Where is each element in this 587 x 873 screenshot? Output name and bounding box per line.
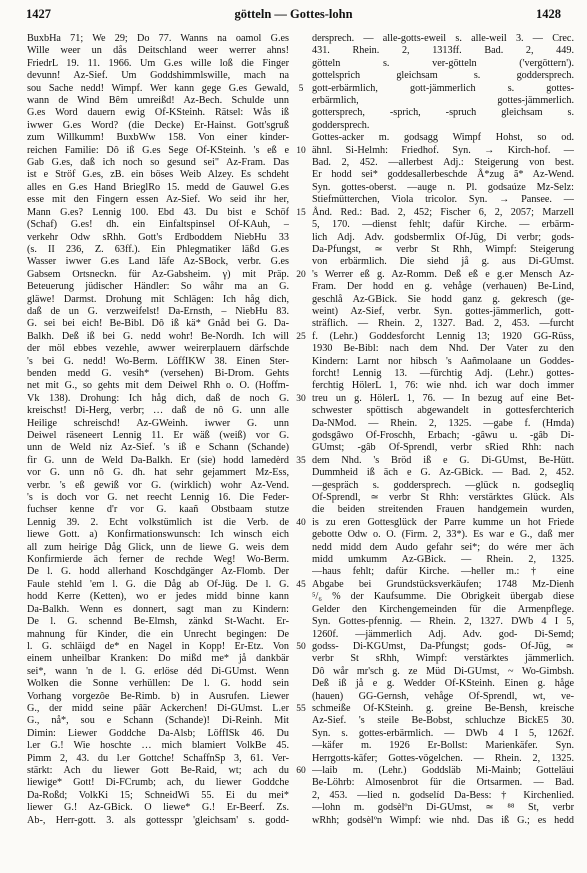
text-line: erbärmlich, gottes-jämmerlich.: [312, 95, 574, 107]
text-line: Balkh. Deß iß bei G. nedd wohr! Be-Nordh. Ich will: [27, 330, 289, 342]
text-line: unn de Weld niz Az-Sief. 's iß e Schann (Schande): [27, 442, 289, 454]
text-line: Herrgotts-käfer; Gottes-vögelchen. — Rhein. 2, 1325.: [312, 752, 574, 764]
text-line: ähnl. Si-Helmh: Friedhof. Syn. → Kirch-hof. —: [312, 144, 574, 156]
line-number: 55: [296, 703, 306, 714]
text-line: Gabsem Ortsneckn. für Az-Gabsheim. γ) mit Präp.: [27, 268, 289, 280]
text-line: Of-Sprendl, ≃ verbr St Rhh: verstärktes Glück. Als: [312, 492, 574, 504]
text-line: lich Adj. Adv. godsbermlix Of-Jüg, Di verbr; gods-: [312, 231, 574, 243]
text-line: iwwer G.es Word? (die Decke) Er-Hainst. Gott'sgruß: [27, 119, 289, 131]
text-line: reichen Familie: Dô iß G.es Sege Of-KSteinh. 's eß e: [27, 144, 289, 156]
text-line: forcht! Lennig 13. —fürchtig Adj. (Lehr.) gottes-: [312, 367, 574, 379]
text-line: benden medd G. vesih* (versehen) Bi-Drom. Gehts: [27, 367, 289, 379]
text-line: sei*, wann 'n de l. G. erlöse déd Di-GUmst. Wenn: [27, 665, 289, 677]
text-line: (s. II 236, Z. 63ff.). Ein Phlegmatiker läßd G.es: [27, 243, 289, 255]
text-line: gott-erbärmlich, gott-jämmerlich s. gottes-: [312, 82, 574, 94]
text-line: fuchser kenne d'r vor G. kaañ Obstbaam stutze: [27, 504, 289, 516]
line-number: 50: [296, 641, 306, 652]
text-line: —käfer m. 1926 Er-Bollst: Marienkäfer. Syn.: [312, 740, 574, 752]
text-line: Da-Pfungst, ≃ verbr St Rhh, Wimpf: Steigerung: [312, 243, 574, 255]
text-line: —laib m. (Lehr.) Goddsläb Mi-Mainb; Gotteläui: [312, 764, 574, 776]
text-line: Bad. 2, 452. —allerbest Adj.: Steigerung von best.: [312, 157, 574, 169]
text-line: (Schaf) G.es! dh. ein Einfaltspinsel Of-KAuh, –: [27, 219, 289, 231]
line-number-gutter: [290, 33, 312, 865]
text-line: hodd Kerre (Ketten), wo er jedes midd binne kann: [27, 591, 289, 603]
line-number: 20: [296, 269, 306, 280]
text-line: —lohn m. godsèlºn Di-GUmst, ≃ ⁸⁸ St, verbr: [312, 802, 574, 814]
text-line: ⁵/₆ % der Kaufsumme. Die Obrigkeit übergab diese: [312, 591, 574, 603]
text-line: stärkt: Ach du liewer Gott Be-Raid, wt; ach du: [27, 764, 289, 776]
text-line: Dummheid iß äch e G. Az-GBick. — Bad. 2, 452.: [312, 467, 574, 479]
text-line: alles en G.es Hand BrieglRo 15. medd de Gauwel G.es: [27, 181, 289, 193]
text-line: G.es Word dauern ewig Of-KSteinh. Rätsel: Wås iß: [27, 107, 289, 119]
text-line: Lennig 39. 2. Echt volkstümlich ist die Verb. de: [27, 516, 289, 528]
text-line: Pimm 2, 43. du l.er Gottche! SchaffnSp 3, 61. Ver-: [27, 752, 289, 764]
text-line: Wolken die Sonne verhüllen: De l. G. hodd sein: [27, 678, 289, 690]
text-line: —gespräch s. goddersprech. —glück n. godsegliq: [312, 479, 574, 491]
text-line: Konfirmierde äch ferner de rechde Weg! Wo-Berm.: [27, 554, 289, 566]
text-line: Da-Roßd; VolkKi 15; SchneidWi 55. Ei du mei*: [27, 789, 289, 801]
text-line: der möl ebbes vezehle, awwer weirerplauern därfschde: [27, 343, 289, 355]
text-line: 5, 170. —dienst fehlt; dafür Kirche. — erbärm-: [312, 219, 574, 231]
text-line: Ånd. Red.: Bad. 2, 452; Fischer 6, 2, 2057; Marzell: [312, 206, 574, 218]
text-line: gottelsprich gleichsam s. goddersprech.: [312, 70, 574, 82]
text-line: Dimin: Liewer Goddche Da-Alsb; LöffISk 46. Du: [27, 727, 289, 739]
line-number: 10: [296, 145, 306, 156]
text-line: l.er G.! Wie hoschte … mich blamiert VolkBe 45.: [27, 740, 289, 752]
line-number: 15: [296, 207, 306, 218]
text-line: Az-Sief. 's steile Be-Bobst, schluchze BickE5 30.: [312, 715, 574, 727]
text-line: f. (Lehr.) Goddesforcht Lennig 13; 1920 GG-Rüss,: [312, 330, 574, 342]
text-line: nedd midd dem Audo gefahr sei*; do wére mer äch: [312, 541, 574, 553]
text-line: net mit G., so gehts mit dem Deiwel Rhh o. O. (Hoffm-: [27, 380, 289, 392]
text-line: 1260f. —jämmerlich Adj. Adv. god- Di-Semd;: [312, 628, 574, 640]
text-line: liewe Gott. a) Konfirmationswunsch: Ich winsch eich: [27, 529, 289, 541]
text-line: wann de Wind Bêm umreißd! Az-Bech. Schulde unn: [27, 95, 289, 107]
text-line: Mann G.es? Lennig 100. Ebd 43. Du bist e Schöf: [27, 206, 289, 218]
text-line: zum Willkumm! BuxbWw 158. Von einer kinder-: [27, 132, 289, 144]
text-line: —haus fehlt; dafür Kirche. —heller m.: † eine: [312, 566, 574, 578]
page-number-left: 1427: [26, 7, 51, 21]
text-line: goddersprech.: [312, 119, 370, 131]
text-line: 431. Rhein. 2, 1313ff. Bad. 2, 449.: [312, 45, 574, 57]
text-line: Stiefmütterchen, Viola tricolor. Syn. → Pansee. —: [312, 194, 574, 206]
text-line: gottersprech, -sprich, -spruch gleichsam s.: [312, 107, 574, 119]
text-line: FriedrL 19. 11. 1966. Um G.es wille loß die Finger: [27, 57, 289, 69]
text-line: (hauen) GG-Gernsh, vehåge Of-Sprendl, wt, ve-: [312, 690, 574, 702]
text-line: mahnung für Kinder, die ein Unrecht begingen: De: [27, 628, 289, 640]
text-line: ferchtig HölerL 1, 76: wie nhd. ich war doch immer: [312, 380, 574, 392]
text-line: Syn. s. gottes-erbärmlich. — DWb 4 I 5, 1262f.: [312, 727, 574, 739]
text-line: vor G. unn nô G. dh. hat sehr gejammert Mz-Ess,: [27, 467, 289, 479]
text-line: dersprech. — alle-gotts-eweil s. alle-weil 3. — Crec.: [312, 33, 574, 44]
text-line: einem unheilbar Kranken: Do mißd me* jå dankbär: [27, 653, 289, 665]
text-line: schmeiße Of-KSteinh. g. greine Be-Bensh, kreische: [312, 702, 574, 714]
text-line: Deiwel räseneert Lennig 11. Er wäß (weiß) vor G.: [27, 430, 289, 441]
text-line: sträflich. — Rhein. 2, 1327. Bad. 2, 453. —furcht: [312, 318, 574, 330]
text-line: all zum heirige Dåg Glick, unn de liewe G. weis dem: [27, 541, 289, 553]
text-line: De l. G. schennd Be-Elmsh, zänkd St-Wacht. Er-: [27, 616, 289, 628]
text-line: BuxbHa 71; We 29; Do 77. Wanns na oamol G.es: [27, 33, 289, 44]
text-line: kreischst! Di-Herg, verbr; … daß de nô G. unn alle: [27, 405, 289, 417]
text-line: liewer G.! Az-GBick. O liewe* G.! Er-Beerf. Zs.: [27, 802, 289, 814]
text-line: GUmst; -gâb Of-Sprendl, verbr sRied Rhh: nach: [312, 442, 574, 454]
text-line: Syn. gottes-oberst. —auge n. Pl. godsaúze Mz-Selz:: [312, 181, 574, 193]
text-line: verbr St sRhh, Wimpf: verstärktes jämmerlich.: [312, 653, 574, 665]
text-line: G., der midd seine pâär Ackerchen! Di-GUmst. L.er: [27, 702, 289, 714]
page-number-right: 1428: [536, 7, 561, 21]
text-line: Fram. Der hodd en g. vehåge (verhauen) Be-Lind,: [312, 281, 574, 293]
text-line: verkehr Odw sRhh. Gott's Erdboddem NiebHu 33: [27, 231, 289, 243]
text-line: treu un g. HölerL 1, 76. — In bezug auf eine Bet-: [312, 392, 574, 404]
text-line: Kindern: Larnt nor hibsch 's Aañmolaane un Goddes-: [312, 355, 574, 367]
text-line: Beteuerung jüdischer Händler: So wåhr ma an G.: [27, 281, 289, 293]
text-line: dem Nhd. 's Bröd iß e G. Di-GUmst, Be-Hütt.: [312, 454, 574, 466]
text-line: Ab-, Herr-gott. 3. als gottesspr 'gleichsam' s. godd-: [27, 814, 289, 826]
text-line: 's bei G. nedd! Wo-Berm. LöffIKW 38. Einen Ster-: [27, 355, 289, 367]
text-line: Wasser iwwer G.es Land läfe Az-SBock, verbr. G.es: [27, 256, 289, 268]
text-line: schwester spöttisch abgewandelt in gottesferchterich: [312, 405, 574, 417]
text-line: weint) Az-Sief, verbr. Syn. gottes-jämmerlich, gott-: [312, 305, 574, 317]
text-line: von erbärmlich. Die siehd jå g. aus Di-GUmst.: [312, 256, 574, 268]
line-number: 25: [296, 331, 306, 342]
text-line: De l. G. hodd allerhand Koschdgänger Az-Flomb. Der: [27, 566, 289, 578]
text-line: devunn! Az-Sief. Um Goddshimmlswille, mach na: [27, 70, 289, 82]
text-line: daß de un G. verzweifelst! Da-Ernsth, – NiebHu 83.: [27, 305, 289, 317]
text-line: Syn. Gottes-pfennig. — Rhein. 2, 1327. DWb 4 I 5,: [312, 616, 574, 628]
text-line: gebotte Odw o. O. (Firm. 2, 33*). Es war e G., daß mer: [312, 529, 574, 541]
line-number: 35: [296, 455, 306, 466]
text-line: Wille weer un dås Deitschland weer werrer ahns!: [27, 45, 289, 57]
text-line: G., nå*, sou e Schann (Schande)! Di-Reinh. Mit: [27, 715, 289, 727]
text-line: 2, 453. —lied n. godselíd Da-Bess: † Kirchenlied.: [312, 789, 574, 801]
text-line: gläwe! Darmst. Drohung mit Schlägen: Ich håg dich,: [27, 293, 289, 305]
text-line: Gab G.es, daß ich noch so gesund sei" Az-Fram. Das: [27, 157, 289, 169]
text-line: die beiden streitenden Frauen handgemein wurden,: [312, 504, 574, 516]
text-line: 's Werrer eß g. Az-Romm. Deß eß e g.er Mensch Az-: [312, 268, 574, 280]
text-line: ist e Ströf G.es, zB. ein böses Weib Alzey. Es schdeht: [27, 169, 289, 181]
text-line: 1930 Be-Bibl: nach dem Nhd. Der Vater zu den: [312, 343, 574, 355]
line-number: 45: [296, 579, 306, 590]
text-line: götteln s. ver-götteln ('vergöttern').: [312, 57, 574, 69]
text-line: Gelder den Kirchengemeinden für die Armenpflege.: [312, 603, 574, 615]
text-line: Be-Löhrb: Almosenbrot für die Ortsarmen. — Bad.: [312, 777, 574, 789]
text-line: esse mit den Fingern essen Az-Sief. Wo seid ihr her,: [27, 194, 289, 206]
text-line: Vk 138). Drohung: Ich håg dich, daß de noch G.: [27, 392, 289, 404]
running-title: götteln — Gottes-lohn: [234, 7, 353, 21]
text-line: Abgabe bei Grundstücksverkäufen; 1748 Mz-Dienh: [312, 578, 574, 590]
text-line: Da-NMod. — Rhein. 2, 1325. —gabe f. (Hmda): [312, 417, 574, 429]
text-line: sou Sache nedd! Wimpf. Wer kann gege G.es Gewald,: [27, 82, 289, 94]
text-line: midd umkumm Az-GBick. — Rhein. 2, 1325.: [312, 554, 574, 566]
text-line: Faule stehld 'em l. G. die Dåg ab Of-Jüg. De l. G.: [27, 578, 289, 590]
line-number: 5: [298, 83, 304, 94]
left-column: [27, 33, 289, 865]
text-line: Deß iß jå e g. Wedder Of-KSteinh. Einen g. håge: [312, 678, 574, 690]
text-line: l. G. schläigd de* en Nagel in Kopp! Er-Etz. Von: [27, 640, 289, 652]
text-line: liewige* Gott! Di-FCrumb; ach, du liewer Goddche: [27, 777, 289, 789]
text-line: Da-Balkh. Wenn es donnert, sagt man zu Kindern:: [27, 603, 289, 615]
text-line: wRhh; godsèlºn Wimpf: wie nhd. Das iß G.; es hedd: [312, 814, 574, 826]
text-line: Vorhang vorgezôe Be-Rimb. b) in Ausrufen. Liewer: [27, 690, 289, 702]
text-line: geschlå Az-GBick. Sie hodd ganz g. gekresch (ge-: [312, 293, 574, 305]
text-line: Heilige schreischd! Az-GWeinh. iwwer G. unn: [27, 417, 289, 429]
text-line: 's is doch vor G. net reecht Lennig 16. Die Feder-: [27, 492, 289, 504]
text-line: godss- Di-KGUmst, Da-Pfungst; gods- Of-Jüg, ≃: [312, 640, 574, 652]
line-number: 30: [296, 393, 306, 404]
text-line: godsgâwo Of-Froschh, Erbach; -gâwu u. -gâb Di-: [312, 430, 574, 441]
text-line: verbr. 's eß gewiß vor G. (wirklich) wohr Az-Vend.: [27, 479, 289, 491]
right-column: [312, 33, 574, 865]
page-header: [26, 7, 561, 29]
line-number: 40: [296, 517, 306, 528]
line-number: 60: [296, 765, 306, 776]
text-line: is zu eren Gottesglück der Parre kumme un hot Friede: [312, 516, 574, 528]
text-line: Gottes-acker m. godsagg Wimpf Hohst, so od.: [312, 132, 574, 144]
text-line: Er hodd sei* goddesallerbeschde Å*zug ã* Az-Wend.: [312, 169, 574, 181]
text-line: G. sei bei eich! Be-Bibl. Dô iß kä* Gnåd bei G. Da-: [27, 318, 289, 330]
text-line: fir G. unn de Weld Da-Balkh. Er (sie) hodd lamedèrd: [27, 454, 289, 466]
text-line: Dô wår mr'sch g. ze Müd Di-GUmst, ~ Wo-Gimbsh.: [312, 665, 574, 677]
